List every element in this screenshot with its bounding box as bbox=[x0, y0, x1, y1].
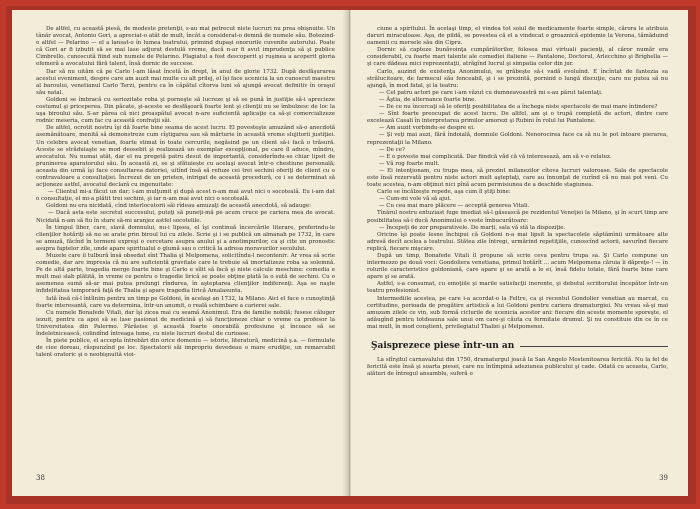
section-title: Şaisprezece piese într-un an bbox=[371, 341, 515, 352]
dialogue-line: — Sînt foarte preocupat de acest lucru. De altfel, am şi o trupă completă de actori, dintre care excelează Casali în interpretarea primilor amorezi şi Rubini în rolul lui Pantalone. bbox=[367, 111, 668, 125]
dialogue-line: — Cel patru actori pe care i-am văzut cu dumneavoastră mi s-au părut talentaţi. bbox=[379, 89, 603, 96]
page-number-right: 39 bbox=[659, 474, 668, 482]
paragraph: Goldoni se îmbracă cu seriozitate roba şi porneşte să lucreze şi să se pună în justiţie să-i aprecieze costumul şi priceperea. Din păcate, şi-aceste se desfăşoară foarte lent şi clienţii nu se îmbulzesc de loc la uşa biroului său. S-ar părea că nici proaspătul avocat n-are suficientă aplicaţie ca să-şi comercializeze rodnic meseria, cum fac cu această confraţii săi. bbox=[36, 96, 335, 125]
paragraph: Muzele care il tulbură însă obsedat sînt Thalia şi Melpomena, solicitîndu-l neconteniт. Ar vrea să scrie comedie, dar are impresia că nu are suficientă gravitate care le trebuie să imortalizeze roba sa solemnă. Pe de altă parte, tragedia merge foarte bine şi Carlo e sîlit să facă şi niste calcule meschine: comedia e mult mai slab plătită, în vreme ce pentru o tragedie lirică se poate obţine plată la o sută de sechini. Cu o asemenea sumă să-ar mai putea prelungi rîndurea, în aşteptarea clienţilor indiferenţi. Aşa se naşte infidelitatea temporară faţă de Thalia şi apare tragedia lirică Amalasunta. bbox=[36, 253, 335, 295]
paragraph: La sfîrşitul carnavalului din 1750, dramaturgul joacă la San Angelo Mostenitoarea fericită. Nu la fel de fericită este însă şi soarta piesei, care nu întîmpină adeziunea publicului şi cade. Odată cu aceasta, Carlo, alături de întregul ansamblu, suferă o bbox=[367, 357, 668, 378]
paragraph: De altfel, ocrotit nostru îşi dă foarte bine seama de acest lucru. El povesteşte amuzând să-o anecdotă asemănătoare, menită să demonstreze cum cîştigarea sau să mărturie în această vreme slujitorii justiţiei. Un celebru avocat venetian, foarte stimat în toate cercurile, negăsind pe un client să-i facă o trăsură. Aceste se străduiaşte se mod deosebit şi realizează un exemplar excepţional, pe care îl aduce, mîndru, avocatului. Nu numai atât, dar el nu pregetă patru desut de importantă, considerîndu-se chiar lipsit de pruninerea aparatorului său. În această zi, se şi sfătuiește cu acelaşi avocat într-o chestiune personală; aceasta din urmă îşi face consultarea datoriei, uitînd însă să refuze cei trei sechini oferiţi de client cu o contravaloare a consultaţiei. Încrezut de un prieten, intrigat de această procedură, ce i se determinat să acţioneze astfel, avocatul declară cu ingenuitate: bbox=[36, 125, 335, 189]
dialogue-line: — Vă rog foarte mult. bbox=[379, 160, 440, 167]
section-heading bbox=[371, 341, 668, 351]
paragraph: Oricine îşi poate lesne închipui că Goldoni n-a mai lipsit la spectacolele săptămînii următoare alte adresă decît acelea a teatrului. Stătea zile întregi, urmărind repetiţiile, cunoscînd actorii, savurînd fiecare replică, fiecare mişcare. bbox=[367, 231, 668, 252]
dialogue-line: — E o poveste mai complicată. Dar fiindcă văd că vă interesează, am să v-o relatez. bbox=[379, 153, 612, 160]
right-page-text bbox=[367, 26, 668, 378]
paragraph: Goldoni nu era nicidată, cînd interlocutorii săi rîdeau amuzaţi de această anecdotă, să adauge: bbox=[46, 203, 311, 210]
paragraph: Carlo, auzind de existenţa Anonimului, se grăbeşte să-i vadă evoluînd. E încîntat de fantezia sa strălucitoare, de farmecul său fenceabil, şi i se prezintă, pornind o lungă discuţie, care nu putea să nu ajungă, în mod fatal, şi la teatru: bbox=[367, 68, 668, 89]
dialogue-line: — Începeţi de zor preparativele. De marți, sala vă stă la dispoziţie. bbox=[379, 224, 566, 231]
paragraph: De altfel, cu această piesă, de modeste pretenţii, s-au mai petrecut niste lucruri nu prea obişnuite. Un tânăr avocat, Antonio Gori, a apreciat-o atât de mult, încât a considerat-o demnă de numele său. Botezind-o altfel — Pelarino — el a lansat-o în lumea teatrului, primind dupaşi onorurile cuvenite autorului. Poate că Gori ar fi izbutit să se mai lase adjurat destulă vreme, dacă n-ar fi avut imprudenţa să şi publice Cimbrello, cunoscută fiind sub numele de Pelarino. Plagiatul a fost descoperit şi ruşinea a acoperit gloria efemeră a avocatului fără talent, însă dornic de succese. bbox=[36, 26, 335, 68]
dialogue-line: — Şi veţi mai auzi, fără îndoială, domnule Goldoni. Nenorocirea face ca să nu le pot intoare pierarea, reprezentaţii la Milano. bbox=[367, 132, 668, 146]
paragraph: În timpul liber, care, slavă domnului, nu-i lipsea, el îşi continuă încercările literare, preferindu-le clienţilor hotăriţi să nu se arate prin biroul lui cu zilele. Scrie şi i se publică un almanah pe 1732, în care se amuză, făcînd în termeni expreşi o cercetare asupra anului şi a anotimpurilor, ca şi cite un pronostic asupra faptelor zile, unde apare spiritualul o glumă sau o critică la adresa moravurilor secolului. bbox=[36, 224, 335, 252]
dialogue-line: — Ăştia, de alternance foarte bine. bbox=[379, 96, 477, 103]
dialogue-line: — Am auzit vorbindu-se despre ei. bbox=[379, 125, 475, 132]
dialogue-line: — Ei intenţionam, cu trupa mea, să prezint milanezilor cîteva lucruri valoroase. Sala de spectacole este însă rezervată pentru niste actori mult aşteptaţi, care au înnunţat de curînd că nu mai pot veni. Cu toate acestea, n-am obţinut nici pînă acum permisiunea de a deschide stagiunea. bbox=[367, 167, 668, 189]
dialogue-line: — Cu cea mai mare plăcere — acceptă generea Vitali. bbox=[379, 203, 530, 210]
dialogue-line: — Clientul mi-a făcut un dar; i-am mulţumit şi după acest n-am mai avut nici o socoteală. Eu i-am dat o consultaţie, el mi-a plătit trei sechini, şi iar n-am mai avut nici o socoteală. bbox=[36, 189, 335, 203]
paragraph: Carlo se încălzeşte repede, aşa cum îl ştiţi bine: bbox=[377, 189, 511, 196]
paragraph: După un timp, Bonafede Vitali îl propune să scrie ceva pentru trupa sa. Şi Carlo compune un intermezzo pe două voci: Gondoliera venetiana, primul hotărît ... acum Melpomena căruia îi dăpreţe-! — în rolurile caracteristice goldoniană, care apare şi se arată a le ei, însă fidelu totale, fără foarte bine care apare şi se arată. bbox=[367, 253, 668, 281]
paragraph: Tînărul nostru entuziast fuge imediat să-l găsească pe rezidentul Veneţiei la Milano, şi în scurt timp are posibilitatea să-i ducă Anonimului o veste îmbucurătoare: bbox=[367, 210, 668, 224]
dialogue-line: — De ce nu încercaţi să le oferiţi posibilitatea de a închega niste spectacole de mai mare întindere? bbox=[379, 104, 658, 111]
paragraph: Intermediile acestea, pe care i-a acordat-o la Feltre, ca şi recentul Gondolier venetian au marcat, cu certitudine, perioada de pregătire artistică a lui Goldoni pentru cariera dramaturgiei. Nu vreau să-şi mai amuzam zilele ce vin, sub formă ciclurile de ucenicia acestor ani: fiecare din aceste momente sporeşte, el adăugînd pentru totdeauna sale unui om care-şi căuta cu fermitate drumul. Şi nu constituie din ce în ce mai mult, în mod conştient, privilegiatul Thaliei şi Melpomenei. bbox=[367, 295, 668, 330]
paragraph: Dornic să capteze bunăvoinţa cumpărătorilor, folosea mai virtuali pacienţi, al căror număr era considerabil, cu foarte mari talente ale comediei italiene — Pantalone, Doctorul, Arlecchino şi Brighella — şi care dădeau mici reprezentaţii, atrăgînd lucrul şi simpatia celor din jur. bbox=[367, 47, 668, 68]
paragraph: În piete publice, el accepta întrebări din orice domeniu — istorie, literatură, medicină ş.a. — formulate de ciee doreau, răspunzînd pe loc. Spectatorii săi impropriu devedeau o mare erudiţie, un remarcabil talent oratoric şi o neobişnuită vioi- bbox=[36, 338, 335, 359]
left-page-text bbox=[36, 26, 335, 359]
dialogue-line: — De ce? bbox=[379, 146, 405, 153]
paragraph: ciune a spiritului. În acelaşi timp, el vindea tot soiul de medicamente foarte simple, cărora le atribuia daruri miraculoase. Aşa, de pildă, se povestea că el a vindecat o groaznică epidemie la Verona, tămăduind oamenii cu mersele său din Cipru. bbox=[367, 26, 668, 47]
paragraph: Dar să nu uităm că pe Carlo l-am lăsat încetâ în drept, în anul de glorie 1732. După desfăşurarea acestui eveniment, despre care am auzit mai multe cu alt prilej, el îşi face ucenicia la un cunoscut maestru al baroului, venetianul Carlo Terzi, pentru ca în căpătul cîtorva luni să ajungă avocat definitiv în oraşul său natal. bbox=[36, 68, 335, 96]
page-number-left: 38 bbox=[36, 474, 45, 482]
left-page bbox=[12, 10, 350, 496]
paragraph: Astfel, s-a consumat, cu emoţiile şi marile satisfacţii inerente, şi debutul scriitorului începător într-un teatru profesionist. bbox=[367, 281, 668, 295]
dialogue-line: — Dacă asta este secretul succesului, puteţi să puneţi-mă pe acum cruce pe cariera mea de avocat. Nicidată n-am să fiu în stare să-mi aranjez astfel socotelile. bbox=[36, 210, 335, 224]
right-page bbox=[350, 10, 688, 496]
paragraph: Iată însă că-l întîlnim pentru un timp pe Goldoni, în acelaşi an 1732, la Milano. Aici el face o cunoştinţă foarte interesantă, care va determina, într-un anumit, o reală schimbare a carierei sale. bbox=[36, 295, 335, 309]
dialogue-line: — Cum-mi vole vă să ajut. bbox=[379, 196, 452, 203]
heading-rule bbox=[520, 346, 668, 347]
paragraph: Cu numele Bonafede Vitali, dar îşi zicea mai cu seamă Anonimul. Era de familie nobilă; fusese căluger iezuit, pentru ca apoi să se lase pasionat de medicină şi să funcţioneze chiar o vreme ca profesor la Universitatea din Palermo. Părăsise şi această foarte onorabilă profesiune şi încoace să se îndeletnicească, colindînd întreaga lume, cu niste lucruri destul de curioase. bbox=[36, 309, 335, 338]
